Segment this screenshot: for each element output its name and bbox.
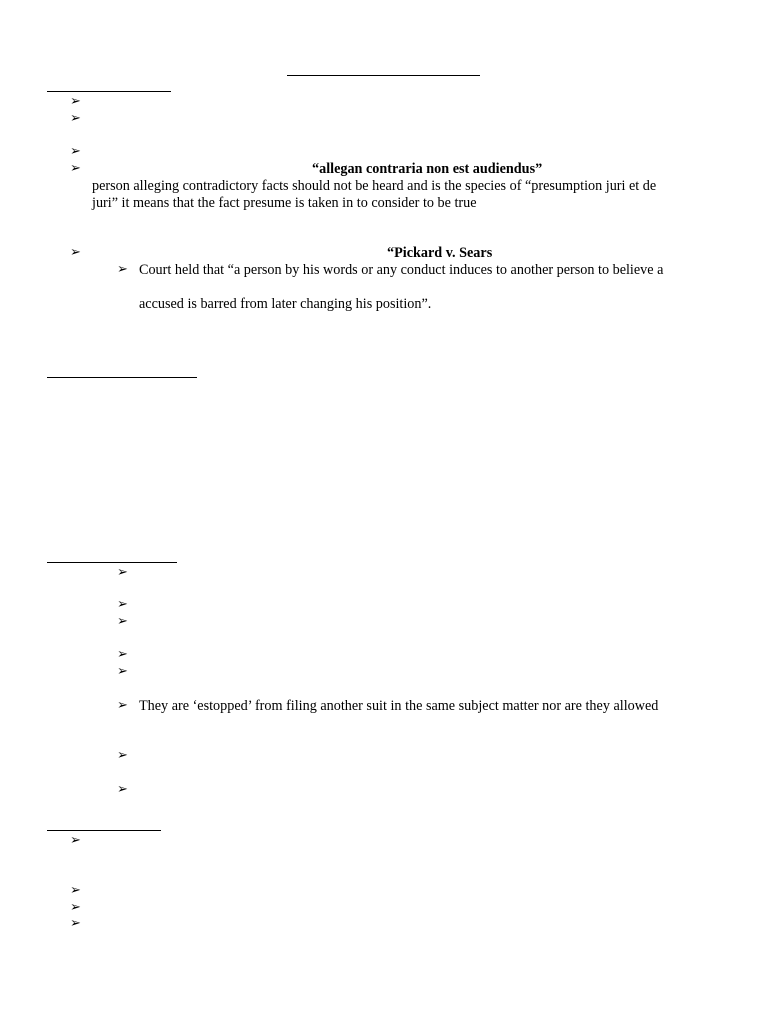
- arrowhead-bullet-icon: ➢: [117, 647, 128, 662]
- section-heading-underline: [47, 562, 177, 563]
- arrowhead-bullet-icon: ➢: [70, 900, 81, 915]
- maxim-explanation: person alleging contradictory facts should not be heard and is the species of “presumption juri et de: [92, 178, 657, 194]
- arrowhead-bullet-icon: ➢: [70, 94, 81, 109]
- arrowhead-bullet-icon: ➢: [117, 565, 128, 580]
- section-heading-underline: [47, 377, 197, 378]
- section-heading-underline: [47, 91, 171, 92]
- estopped-statement: They are ‘estopped’ from filing another suit in the same subject matter nor are they allowed: [139, 698, 659, 714]
- arrowhead-bullet-icon: ➢: [117, 597, 128, 612]
- arrowhead-bullet-icon: ➢: [117, 748, 128, 763]
- case-holding: accused is barred from later changing his position”.: [139, 296, 432, 312]
- arrowhead-bullet-icon: ➢: [70, 161, 81, 176]
- arrowhead-bullet-icon: ➢: [70, 245, 81, 260]
- arrowhead-bullet-icon: ➢: [117, 664, 128, 679]
- arrowhead-bullet-icon: ➢: [70, 883, 81, 898]
- maxim-explanation: juri” it means that the fact presume is taken in to consider to be true: [92, 195, 477, 211]
- title-underline: [287, 75, 480, 76]
- legal-maxim: “allegan contraria non est audiendus”: [312, 161, 543, 177]
- case-name: “Pickard v. Sears: [387, 245, 493, 261]
- section-heading-underline: [47, 830, 161, 831]
- arrowhead-bullet-icon: ➢: [70, 916, 81, 931]
- arrowhead-bullet-icon: ➢: [70, 111, 81, 126]
- case-holding: Court held that “a person by his words or any conduct induces to another person to believe a: [139, 262, 664, 278]
- arrowhead-bullet-icon: ➢: [117, 782, 128, 797]
- arrowhead-bullet-icon: ➢: [117, 262, 128, 277]
- arrowhead-bullet-icon: ➢: [117, 698, 128, 713]
- arrowhead-bullet-icon: ➢: [70, 144, 81, 159]
- arrowhead-bullet-icon: ➢: [70, 833, 81, 848]
- arrowhead-bullet-icon: ➢: [117, 614, 128, 629]
